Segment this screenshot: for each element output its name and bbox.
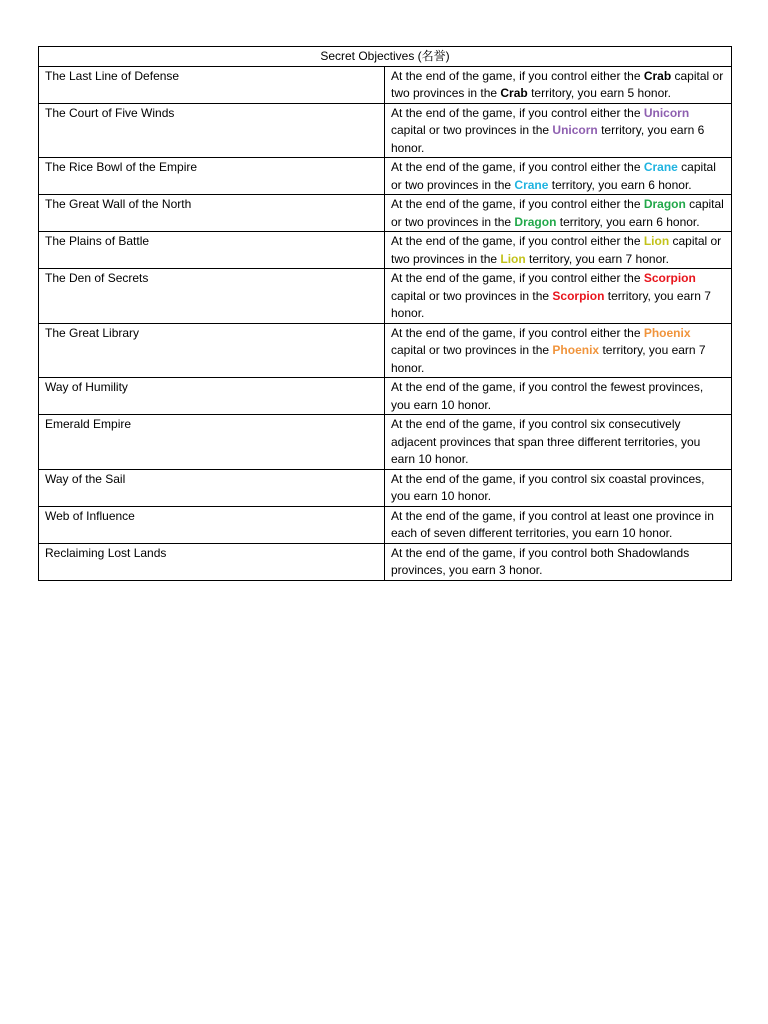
objective-name: The Plains of Battle <box>39 232 385 269</box>
table-title: Secret Objectives (名誉) <box>39 47 732 67</box>
desc-text: capital or two provinces in the <box>391 68 724 100</box>
objective-name: The Den of Secrets <box>39 269 385 324</box>
objective-description <box>385 195 732 232</box>
desc-text: capital or two provinces in the <box>391 197 724 229</box>
objective-name: The Great Library <box>39 323 385 378</box>
objective-name: The Rice Bowl of the Empire <box>39 158 385 195</box>
objective-description <box>385 103 732 158</box>
table-body <box>39 66 732 580</box>
objective-name: Way of Humility <box>39 378 385 415</box>
clan-name: Phoenix <box>643 325 691 340</box>
objective-description: At the end of the game, if you control at least one province in each of seven different territories, you earn 10 honor. <box>385 506 732 543</box>
clan-name: Lion <box>500 251 526 266</box>
desc-text: capital or two provinces in the <box>391 123 553 137</box>
objective-description <box>385 232 732 269</box>
clan-name: Crab <box>643 68 672 83</box>
desc-text: At the end of the game, if you control either the <box>391 197 644 211</box>
objective-name: The Court of Five Winds <box>39 103 385 158</box>
desc-text: At the end of the game, if you control either the <box>391 325 644 340</box>
desc-text: At the end of the game, if you control either the <box>391 160 644 174</box>
objective-description: At the end of the game, if you control the fewest provinces, you earn 10 honor. <box>385 378 732 415</box>
clan-name: Unicorn <box>643 105 690 120</box>
clan-name: Crane <box>643 160 678 174</box>
table-row <box>39 506 732 543</box>
clan-name: Scorpion <box>643 271 696 285</box>
desc-text: At the end of the game, if you control either the <box>391 68 644 83</box>
table-header-row <box>39 47 732 67</box>
clan-name: Crab <box>500 86 528 100</box>
table-row <box>39 66 732 103</box>
objective-description <box>385 66 732 103</box>
clan-name: Unicorn <box>552 123 598 137</box>
table-row <box>39 195 732 232</box>
desc-text: capital or two provinces in the <box>391 343 553 357</box>
desc-text: At the end of the game, if you control either the <box>391 234 644 248</box>
objective-name: Emerald Empire <box>39 415 385 470</box>
table-row <box>39 158 732 195</box>
desc-text: At the end of the game, if you control either the <box>391 105 644 120</box>
table-row <box>39 269 732 324</box>
objective-name: Way of the Sail <box>39 469 385 506</box>
table-row <box>39 103 732 158</box>
clan-name: Lion <box>643 234 670 248</box>
objective-description: At the end of the game, if you control six coastal provinces, you earn 10 honor. <box>385 469 732 506</box>
desc-text: territory, you earn 6 honor. <box>391 123 705 155</box>
table-row <box>39 415 732 470</box>
objective-description <box>385 323 732 378</box>
desc-text: territory, you earn 6 honor. <box>556 214 700 229</box>
clan-name: Dragon <box>514 214 557 229</box>
objective-name: Web of Influence <box>39 506 385 543</box>
objective-name: The Last Line of Defense <box>39 66 385 103</box>
table-row <box>39 543 732 580</box>
table-row <box>39 232 732 269</box>
objective-description: At the end of the game, if you control six consecutively adjacent provinces that span three different territories, you earn 10 honor. <box>385 415 732 470</box>
table-row <box>39 378 732 415</box>
clan-name: Scorpion <box>552 288 605 303</box>
objective-description: At the end of the game, if you control both Shadowlands provinces, you earn 3 honor. <box>385 543 732 580</box>
secret-objectives-table <box>38 46 732 581</box>
desc-text: territory, you earn 5 honor. <box>527 86 671 100</box>
clan-name: Dragon <box>643 197 686 211</box>
table-row <box>39 323 732 378</box>
desc-text: At the end of the game, if you control either the <box>391 271 644 285</box>
table-row <box>39 469 732 506</box>
clan-name: Crane <box>514 177 549 192</box>
desc-text: capital or two provinces in the <box>391 160 716 192</box>
desc-text: territory, you earn 6 honor. <box>548 177 692 192</box>
objective-name: Reclaiming Lost Lands <box>39 543 385 580</box>
clan-name: Phoenix <box>552 343 600 357</box>
objective-description <box>385 269 732 324</box>
objective-description <box>385 158 732 195</box>
objective-name: The Great Wall of the North <box>39 195 385 232</box>
desc-text: territory, you earn 7 honor. <box>391 288 711 320</box>
desc-text: capital or two provinces in the <box>391 234 722 266</box>
desc-text: territory, you earn 7 honor. <box>391 343 706 375</box>
desc-text: territory, you earn 7 honor. <box>525 251 669 266</box>
desc-text: capital or two provinces in the <box>391 288 553 303</box>
